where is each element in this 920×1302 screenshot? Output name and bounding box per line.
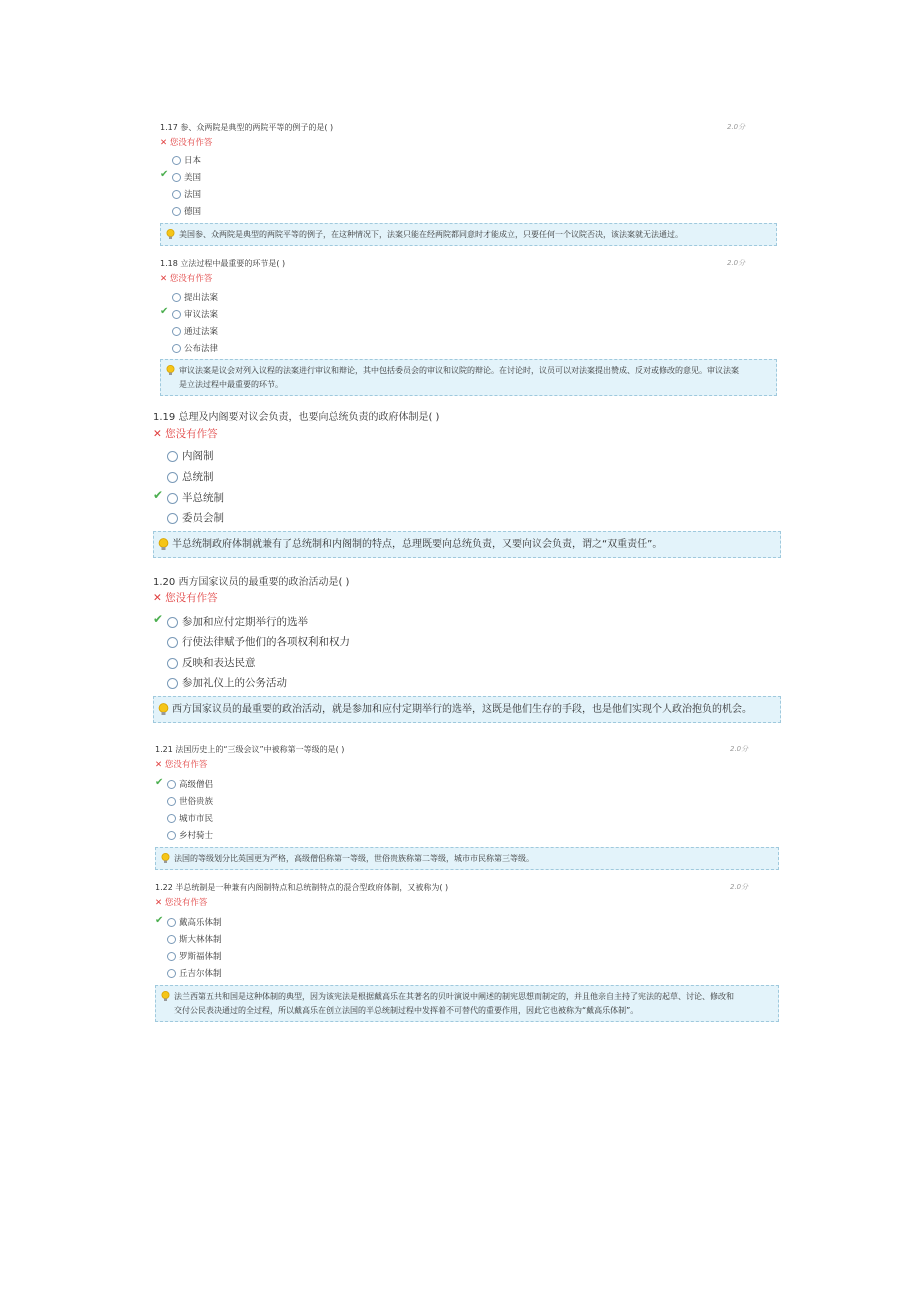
question-title: 1.20 西方国家议员的最重要的政治活动是( ) (153, 577, 350, 588)
answer-status: ✕ 您没有作答 (155, 898, 208, 908)
option[interactable]: 法国 (172, 188, 201, 200)
option[interactable]: 反映和表达民意 (167, 655, 256, 670)
x-icon: ✕ (160, 274, 168, 284)
radio-icon[interactable] (172, 310, 181, 319)
lightbulb-icon (158, 703, 169, 716)
radio-icon[interactable] (167, 637, 178, 648)
question-1-21 (155, 744, 780, 872)
radio-icon[interactable] (172, 344, 181, 353)
radio-icon[interactable] (172, 190, 181, 199)
checkmark-icon: ✔ (153, 488, 164, 502)
option[interactable]: 总统制 (167, 469, 214, 484)
radio-icon[interactable] (172, 293, 181, 302)
lightbulb-icon (161, 991, 170, 1002)
answer-status: ✕ 您没有作答 (160, 138, 213, 148)
question-1-18 (160, 258, 780, 398)
explanation-text-line: 审议法案是议会对列入议程的法案进行审议和辩论，其中包括委员会的审议和议院的辩论。在讨论时，议员可以对法案提出赞成、反对或修改的意见。审议法案 (179, 366, 739, 375)
option-correct[interactable]: 高级僧侣 (167, 778, 213, 790)
radio-icon[interactable] (167, 658, 178, 669)
option[interactable]: 城市市民 (167, 812, 213, 824)
option-correct[interactable]: 戴高乐体制 (167, 916, 222, 928)
question-score: 2.0分 (730, 745, 749, 753)
question-score: 2.0分 (730, 883, 749, 891)
radio-icon[interactable] (167, 797, 176, 806)
question-1-22 (155, 882, 780, 1024)
radio-icon[interactable] (167, 814, 176, 823)
answer-status: ✕ 您没有作答 (153, 592, 218, 604)
radio-icon[interactable] (167, 780, 176, 789)
explanation-box (155, 847, 779, 870)
option[interactable]: 丘吉尔体制 (167, 967, 222, 979)
question-title: 1.19 总理及内阁要对议会负责，也要向总统负责的政府体制是( ) (153, 412, 440, 423)
question-score: 2.0分 (727, 123, 746, 131)
explanation-text: 法国的等级划分比英国更为严格，高级僧侣称第一等级，世俗贵族称第二等级，城市市民称第三等级。 (174, 854, 534, 863)
option-correct[interactable]: 审议法案 (172, 308, 218, 320)
radio-icon[interactable] (167, 969, 176, 978)
x-icon: ✕ (160, 138, 168, 148)
option[interactable]: 公布法律 (172, 342, 218, 354)
question-score: 2.0分 (727, 259, 746, 267)
question-title: 1.18 立法过程中最重要的环节是( ) (160, 259, 286, 268)
option[interactable]: 提出法案 (172, 291, 218, 303)
question-1-19 (153, 408, 783, 560)
radio-icon[interactable] (167, 513, 178, 524)
answer-status: ✕ 您没有作答 (155, 760, 208, 770)
lightbulb-icon (161, 853, 170, 864)
checkmark-icon: ✔ (160, 169, 169, 180)
x-icon: ✕ (155, 760, 163, 770)
checkmark-icon: ✔ (155, 915, 164, 926)
question-1-17 (160, 122, 780, 247)
radio-icon[interactable] (172, 156, 181, 165)
radio-icon[interactable] (167, 493, 178, 504)
answer-status: ✕ 您没有作答 (153, 428, 218, 440)
option[interactable]: 内阁制 (167, 448, 214, 463)
explanation-text: 西方国家议员的最重要的政治活动，就是参加和应付定期举行的选举，这既是他们生存的手段，也是他们实现个人政治抱负的机会。 (172, 704, 752, 715)
lightbulb-icon (166, 229, 175, 240)
explanation-text-line: 交付公民表决通过的全过程，所以戴高乐在创立法国的半总统制过程中发挥着不可替代的重要作用，因此它也被称为“戴高乐体制”。 (174, 1006, 639, 1015)
option[interactable]: 日本 (172, 154, 201, 166)
option[interactable]: 斯大林体制 (167, 933, 222, 945)
question-1-20 (153, 573, 783, 725)
option[interactable]: 德国 (172, 205, 201, 217)
option-correct[interactable]: 半总统制 (167, 490, 224, 505)
radio-icon[interactable] (167, 617, 178, 628)
option-correct[interactable]: 美国 (172, 171, 201, 183)
checkmark-icon: ✔ (160, 306, 169, 317)
option[interactable]: 行使法律赋予他们的各项权利和权力 (167, 634, 350, 649)
question-title: 1.21 法国历史上的“三级会议”中被称第一等级的是( ) (155, 745, 345, 754)
radio-icon[interactable] (167, 918, 176, 927)
radio-icon[interactable] (167, 952, 176, 961)
option[interactable]: 委员会制 (167, 510, 224, 525)
explanation-text-line: 是立法过程中最重要的环节。 (179, 380, 283, 389)
x-icon: ✕ (153, 428, 162, 440)
option[interactable]: 罗斯福体制 (167, 950, 222, 962)
question-title: 1.17 参、众两院是典型的两院平等的例子的是( ) (160, 123, 334, 132)
explanation-box (155, 985, 779, 1022)
lightbulb-icon (158, 538, 169, 551)
explanation-text-line: 法兰西第五共和国是这种体制的典型，因为该宪法是根据戴高乐在其著名的贝叶演说中阐述的制宪思想而制定的，并且他亲自主持了宪法的起草、讨论、修改和 (174, 992, 734, 1001)
radio-icon[interactable] (172, 327, 181, 336)
explanation-box (153, 531, 781, 558)
checkmark-icon: ✔ (155, 777, 164, 788)
radio-icon[interactable] (167, 472, 178, 483)
radio-icon[interactable] (167, 451, 178, 462)
explanation-text: 美国参、众两院是典型的两院平等的例子，在这种情况下，法案只能在经两院都同意时才能成立，只要任何一个议院否决，该法案就无法通过。 (179, 230, 683, 239)
radio-icon[interactable] (167, 678, 178, 689)
x-icon: ✕ (153, 592, 162, 604)
answer-status: ✕ 您没有作答 (160, 274, 213, 284)
question-title: 1.22 半总统制是一种兼有内阁制特点和总统制特点的混合型政府体制，又被称为( ) (155, 883, 449, 892)
radio-icon[interactable] (167, 935, 176, 944)
radio-icon[interactable] (172, 207, 181, 216)
option[interactable]: 参加礼仪上的公务活动 (167, 675, 287, 690)
option[interactable]: 乡村骑士 (167, 829, 213, 841)
option[interactable]: 通过法案 (172, 325, 218, 337)
explanation-box (160, 359, 777, 396)
explanation-box (160, 223, 777, 246)
checkmark-icon: ✔ (153, 612, 164, 626)
x-icon: ✕ (155, 898, 163, 908)
radio-icon[interactable] (172, 173, 181, 182)
radio-icon[interactable] (167, 831, 176, 840)
explanation-box (153, 696, 781, 723)
explanation-text: 半总统制政府体制就兼有了总统制和内阁制的特点，总理既要向总统负责，又要向议会负责，谓之“双重责任”。 (172, 539, 663, 550)
option[interactable]: 世俗贵族 (167, 795, 213, 807)
option-correct[interactable]: 参加和应付定期举行的选举 (167, 614, 308, 629)
lightbulb-icon (166, 365, 175, 376)
